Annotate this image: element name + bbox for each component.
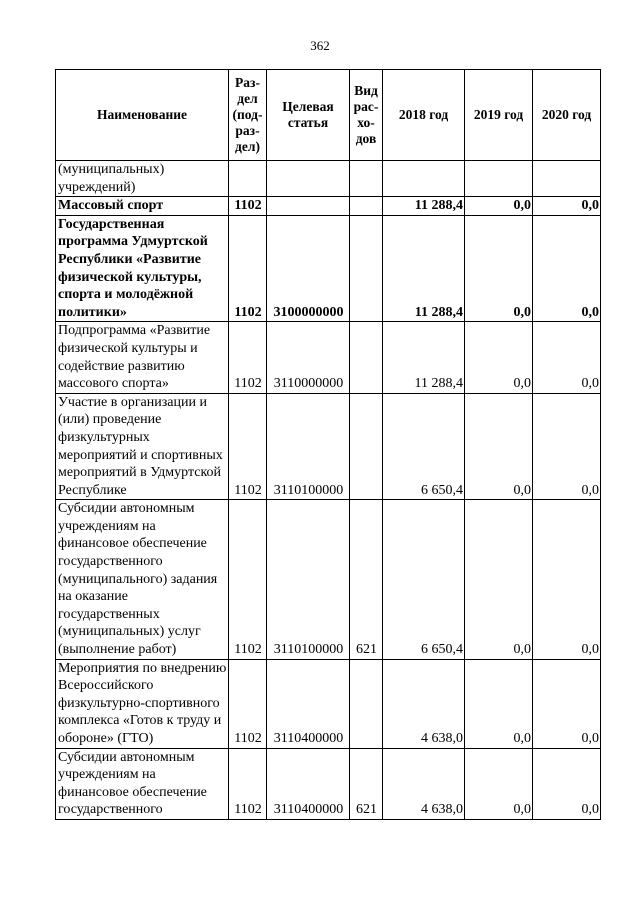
row-2019: 0,0: [465, 500, 533, 659]
header-row: [56, 70, 601, 161]
row-2019: 0,0: [465, 322, 533, 393]
row-2018: 6 650,4: [383, 500, 465, 659]
row-2019: [465, 161, 533, 197]
row-2019: 0,0: [465, 215, 533, 322]
row-target: 3110400000: [267, 659, 350, 748]
row-section: 1102: [229, 197, 267, 216]
row-name: Субсидии автономным учреждениям на финансовое обеспечение государственного: [56, 748, 229, 819]
row-2020: 0,0: [533, 197, 601, 216]
row-name: Массовый спорт: [56, 197, 229, 216]
row-2020: 0,0: [533, 748, 601, 819]
budget-table: [55, 69, 601, 820]
table-body: [56, 161, 601, 820]
header-2020: 2020 год: [533, 70, 601, 161]
table-row: [56, 197, 601, 216]
row-section: 1102: [229, 393, 267, 500]
table-row: [56, 161, 601, 197]
table-row: [56, 659, 601, 748]
row-section: 1102: [229, 322, 267, 393]
row-expense-type: [350, 659, 383, 748]
table-row: [56, 215, 601, 322]
row-name: Государственная программа Удмуртской Республики «Развитие физической культуры, спорта и молодёжной политики»: [56, 215, 229, 322]
row-2019: 0,0: [465, 393, 533, 500]
row-name: Подпрограмма «Развитие физической культуры и содействие развитию массового спорта»: [56, 322, 229, 393]
header-expense-type: Вид рас-хо-дов: [350, 70, 383, 161]
row-target: [267, 197, 350, 216]
row-section: 1102: [229, 659, 267, 748]
row-2020: 0,0: [533, 393, 601, 500]
row-expense-type: 621: [350, 500, 383, 659]
row-2018: 6 650,4: [383, 393, 465, 500]
table-row: [56, 393, 601, 500]
row-target: 3110100000: [267, 393, 350, 500]
row-target: 3110100000: [267, 500, 350, 659]
header-section: Раз-дел (под-раз-дел): [229, 70, 267, 161]
header-target: Целевая статья: [267, 70, 350, 161]
table-row: [56, 748, 601, 819]
row-2019: 0,0: [465, 659, 533, 748]
row-target: 3110000000: [267, 322, 350, 393]
row-target: [267, 161, 350, 197]
header-name: Наименование: [56, 70, 229, 161]
row-expense-type: [350, 393, 383, 500]
row-name: Участие в организации и (или) проведение физкультурных мероприятий и спортивных мероприятий в Удмуртской Республике: [56, 393, 229, 500]
row-name: (муниципальных) учреждений): [56, 161, 229, 197]
row-2018: 4 638,0: [383, 659, 465, 748]
row-name: Субсидии автономным учреждениям на финансовое обеспечение государственного (муниципального) задания на оказание государственных (муниципальных) услуг (выполнение работ): [56, 500, 229, 659]
row-target: 3110400000: [267, 748, 350, 819]
row-name: Мероприятия по внедрению Всероссийского физкультурно-спортивного комплекса «Готов к труду и обороне» (ГТО): [56, 659, 229, 748]
row-2020: 0,0: [533, 500, 601, 659]
row-target: 3100000000: [267, 215, 350, 322]
row-2020: [533, 161, 601, 197]
row-2018: 11 288,4: [383, 322, 465, 393]
table-row: [56, 500, 601, 659]
row-section: 1102: [229, 748, 267, 819]
row-section: 1102: [229, 500, 267, 659]
row-2019: 0,0: [465, 748, 533, 819]
row-expense-type: [350, 322, 383, 393]
row-expense-type: [350, 161, 383, 197]
row-2020: 0,0: [533, 322, 601, 393]
header-2019: 2019 год: [465, 70, 533, 161]
header-2018: 2018 год: [383, 70, 465, 161]
row-expense-type: [350, 215, 383, 322]
row-2020: 0,0: [533, 659, 601, 748]
page-number: 362: [310, 38, 330, 53]
row-2018: 11 288,4: [383, 215, 465, 322]
row-section: 1102: [229, 215, 267, 322]
row-expense-type: 621: [350, 748, 383, 819]
row-2018: 11 288,4: [383, 197, 465, 216]
row-expense-type: [350, 197, 383, 216]
table-row: [56, 322, 601, 393]
row-2019: 0,0: [465, 197, 533, 216]
row-2018: 4 638,0: [383, 748, 465, 819]
row-section: [229, 161, 267, 197]
row-2018: [383, 161, 465, 197]
row-2020: 0,0: [533, 215, 601, 322]
table-header: [56, 70, 601, 161]
